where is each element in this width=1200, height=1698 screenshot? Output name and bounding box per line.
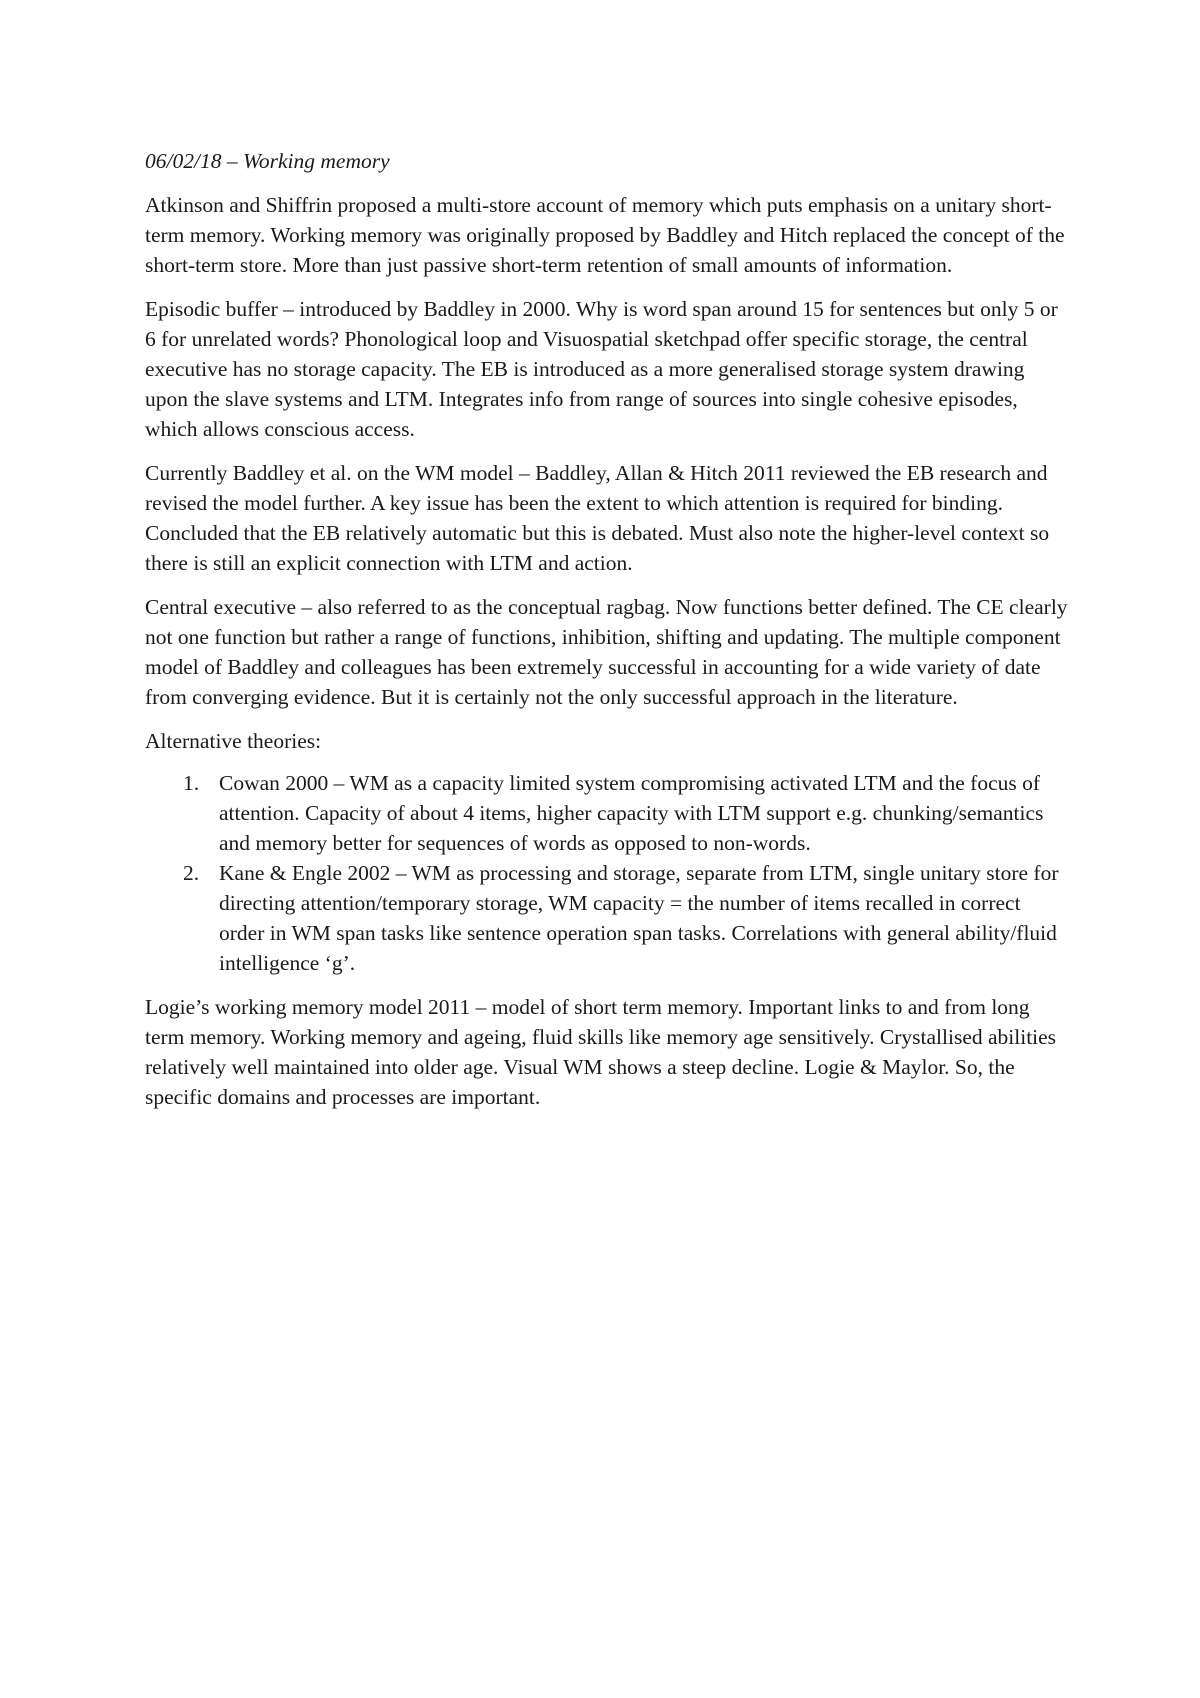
list-item-text: Cowan 2000 – WM as a capacity limited system compromising activated LTM and the focus of attention. Capacity of about 4 items, higher capacity with LTM support e.g. chunking/semantics and memory better for sequences of words as opposed to non-words. — [219, 771, 1044, 855]
list-item-number: 2. — [183, 861, 200, 885]
paragraph-logie-model: Logie’s working memory model 2011 – model of short term memory. Important links to and from long term memory. Working memory and ageing, fluid skills like memory age sensitively. Crystallised abilities relatively well maintained into older age. Visual WM shows a steep decline. Logie & Maylor. So, the specific domains and processes are important. — [145, 995, 1057, 1109]
document-title: 06/02/18 – Working memory — [145, 149, 390, 173]
alternative-theories-list — [145, 768, 1070, 978]
paragraph-atkinson-shiffrin: Atkinson and Shiffrin proposed a multi-store account of memory which puts emphasis on a unitary short-term memory. Working memory was originally proposed by Baddley and Hitch replaced the concept of the short-term store. More than just passive short-term retention of small amounts of information. — [145, 193, 1065, 277]
document-body — [145, 146, 1070, 1126]
list-item-text: Kane & Engle 2002 – WM as processing and storage, separate from LTM, single unitary store for directing attention/temporary storage, WM capacity = the number of items recalled in correct order in WM span tasks like sentence operation span tasks. Correlations with general ability/fluid intelligence ‘g’. — [219, 861, 1059, 975]
alternative-theories-heading: Alternative theories: — [145, 729, 322, 753]
list-item-number: 1. — [183, 771, 200, 795]
list-item — [145, 768, 1070, 858]
list-item — [145, 858, 1070, 978]
paragraph-central-executive: Central executive – also referred to as the conceptual ragbag. Now functions better defined. The CE clearly not one function but rather a range of functions, inhibition, shifting and updating. The multiple component model of Baddley and colleagues has been extremely successful in accounting for a wide variety of date from converging evidence. But it is certainly not the only successful approach in the literature. — [145, 595, 1068, 709]
paragraph-episodic-buffer: Episodic buffer – introduced by Baddley in 2000. Why is word span around 15 for sentences but only 5 or 6 for unrelated words? Phonological loop and Visuospatial sketchpad offer specific storage, the central executive has no storage capacity. The EB is introduced as a more generalised storage system drawing upon the slave systems and LTM. Integrates info from range of sources into single cohesive episodes, which allows conscious access. — [145, 297, 1058, 441]
paragraph-current-baddley: Currently Baddley et al. on the WM model – Baddley, Allan & Hitch 2011 reviewed the EB research and revised the model further. A key issue has been the extent to which attention is required for binding. Concluded that the EB relatively automatic but this is debated. Must also note the higher-level context so there is still an explicit connection with LTM and action. — [145, 461, 1050, 575]
